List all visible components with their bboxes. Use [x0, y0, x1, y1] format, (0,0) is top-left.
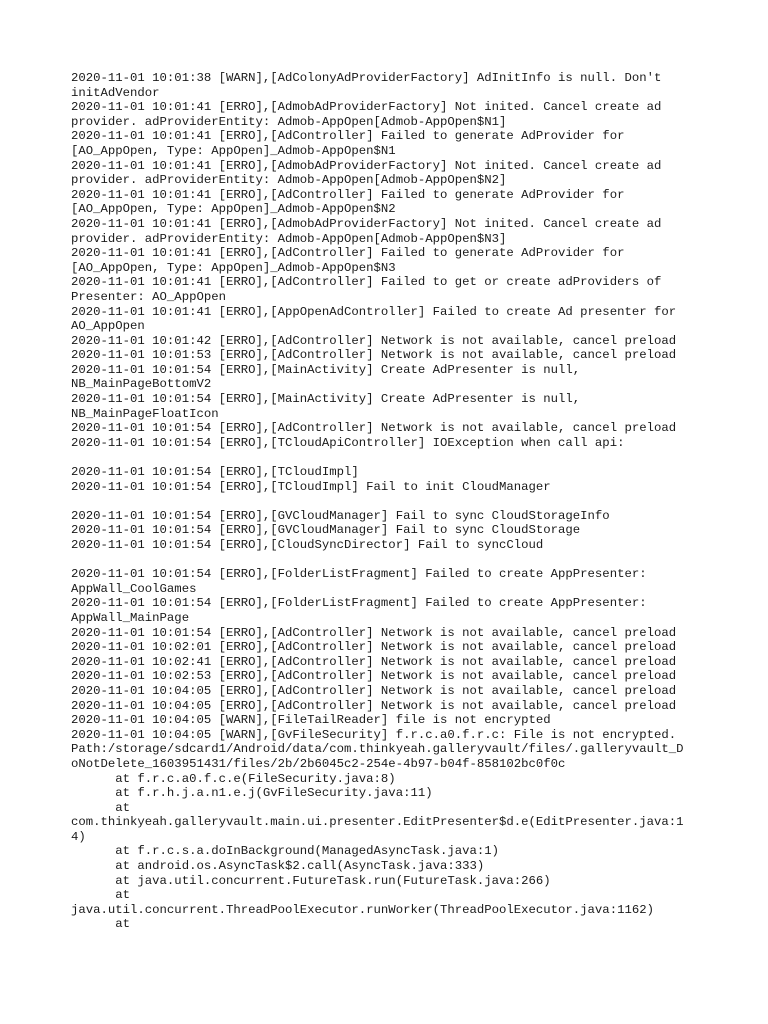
log-line: 2020-11-01 10:04:05 [WARN],[FileTailReader] file is not encrypted: [71, 713, 551, 728]
log-line: NB_MainPageFloatIcon: [71, 406, 219, 421]
log-line: provider. adProviderEntity: Admob-AppOpen[Admob-AppOpen$N1]: [71, 114, 507, 129]
log-line: 2020-11-01 10:04:05 [ERRO],[AdController] Network is not available, cancel preload: [71, 683, 677, 698]
log-line: at f.r.c.a0.f.c.e(FileSecurity.java:8): [71, 771, 396, 786]
log-line: 2020-11-01 10:01:54 [ERRO],[CloudSyncDirector] Fail to syncCloud: [71, 538, 544, 552]
log-line: [AO_AppOpen, Type: AppOpen]_Admob-AppOpen$N3: [71, 260, 396, 275]
log-line: 4): [71, 829, 86, 844]
log-line: at: [71, 888, 131, 903]
log-line: NB_MainPageBottomV2: [71, 377, 212, 392]
log-line: [AO_AppOpen, Type: AppOpen]_Admob-AppOpen$N2: [71, 202, 396, 217]
log-line: at: [71, 917, 131, 932]
log-line: 2020-11-01 10:01:41 [ERRO],[AdController] Failed to generate AdProvider for: [71, 246, 625, 261]
log-line: 2020-11-01 10:01:41 [ERRO],[AdController] Failed to generate AdProvider for: [71, 187, 625, 202]
log-line: Path:/storage/sdcard1/Android/data/com.thinkyeah.galleryvault/files/.galleryvault_D: [71, 742, 684, 757]
log-line: 2020-11-01 10:01:41 [ERRO],[AdController] Failed to generate AdProvider for: [71, 129, 625, 144]
log-line: 2020-11-01 10:01:54 [ERRO],[AdController] Network is not available, cancel preload: [71, 625, 677, 640]
log-line: 2020-11-01 10:01:54 [ERRO],[MainActivity] Create AdPresenter is null,: [71, 362, 581, 377]
log-line: 2020-11-01 10:01:54 [ERRO],[FolderListFragment] Failed to create AppPresenter:: [71, 596, 647, 611]
log-line: 2020-11-01 10:02:01 [ERRO],[AdController] Network is not available, cancel preload: [71, 640, 677, 655]
log-line: Presenter: AO_AppOpen: [71, 289, 226, 304]
log-line: 2020-11-01 10:01:54 [ERRO],[TCloudApiController] IOException when call api:: [71, 435, 625, 450]
log-line: 2020-11-01 10:01:54 [ERRO],[GVCloudManager] Fail to sync CloudStorage: [71, 523, 581, 538]
log-line: at java.util.concurrent.FutureTask.run(FutureTask.java:266): [71, 873, 551, 888]
log-line: 2020-11-01 10:01:38 [WARN],[AdColonyAdProviderFactory] AdInitInfo is null. Don't: [71, 71, 662, 85]
log-line: initAdVendor: [71, 85, 160, 100]
log-line: 2020-11-01 10:04:05 [WARN],[GvFileSecurity] f.r.c.a0.f.r.c: File is not encrypted.: [71, 727, 677, 742]
log-line: AppWall_MainPage: [71, 610, 190, 625]
blank-line: [71, 494, 711, 509]
log-line: [AO_AppOpen, Type: AppOpen]_Admob-AppOpen$N1: [71, 143, 396, 158]
log-line: 2020-11-01 10:01:41 [ERRO],[AdmobAdProviderFactory] Not inited. Cancel create ad: [71, 100, 662, 115]
log-line: provider. adProviderEntity: Admob-AppOpen[Admob-AppOpen$N3]: [71, 231, 507, 246]
log-line: 2020-11-01 10:01:54 [ERRO],[FolderListFragment] Failed to create AppPresenter:: [71, 567, 647, 582]
log-line: 2020-11-01 10:01:54 [ERRO],[AdController] Network is not available, cancel preload: [71, 421, 677, 436]
log-line: provider. adProviderEntity: Admob-AppOpen[Admob-AppOpen$N2]: [71, 173, 507, 188]
log-line: 2020-11-01 10:01:41 [ERRO],[AdmobAdProviderFactory] Not inited. Cancel create ad: [71, 216, 662, 231]
log-line: AO_AppOpen: [71, 319, 145, 334]
blank-line: [71, 450, 711, 465]
log-line: 2020-11-01 10:04:05 [ERRO],[AdController] Network is not available, cancel preload: [71, 698, 677, 713]
log-document: [71, 71, 711, 932]
log-line: 2020-11-01 10:01:42 [ERRO],[AdController] Network is not available, cancel preload: [71, 333, 677, 348]
log-line: at: [71, 800, 131, 815]
log-line: at f.r.h.j.a.n1.e.j(GvFileSecurity.java:11): [71, 786, 433, 801]
log-line: 2020-11-01 10:01:54 [ERRO],[MainActivity] Create AdPresenter is null,: [71, 392, 581, 407]
log-line: 2020-11-01 10:02:53 [ERRO],[AdController] Network is not available, cancel preload: [71, 669, 677, 684]
log-line: 2020-11-01 10:01:54 [ERRO],[TCloudImpl] Fail to init CloudManager: [71, 479, 551, 494]
log-line: java.util.concurrent.ThreadPoolExecutor.runWorker(ThreadPoolExecutor.java:1162): [71, 902, 654, 917]
log-line: at android.os.AsyncTask$2.call(AsyncTask.java:333): [71, 859, 485, 874]
log-line: 2020-11-01 10:02:41 [ERRO],[AdController] Network is not available, cancel preload: [71, 654, 677, 669]
log-line: oNotDelete_1603951431/files/2b/2b6045c2-254e-4b97-b04f-858102bc0f0c: [71, 756, 566, 771]
blank-line: [71, 553, 711, 568]
log-line: AppWall_CoolGames: [71, 581, 197, 596]
log-line: 2020-11-01 10:01:54 [ERRO],[TCloudImpl]: [71, 465, 359, 480]
log-line: 2020-11-01 10:01:41 [ERRO],[AdController] Failed to get or create adProviders of: [71, 275, 662, 290]
log-line: com.thinkyeah.galleryvault.main.ui.presenter.EditPresenter$d.e(EditPresenter.java:1: [71, 815, 684, 830]
log-line: 2020-11-01 10:01:54 [ERRO],[GVCloudManager] Fail to sync CloudStorageInfo: [71, 508, 610, 523]
log-line: 2020-11-01 10:01:41 [ERRO],[AppOpenAdController] Failed to create Ad presenter for: [71, 304, 677, 319]
log-line: 2020-11-01 10:01:41 [ERRO],[AdmobAdProviderFactory] Not inited. Cancel create ad: [71, 158, 662, 173]
log-line: at f.r.c.s.a.doInBackground(ManagedAsyncTask.java:1): [71, 844, 500, 859]
log-line: 2020-11-01 10:01:53 [ERRO],[AdController] Network is not available, cancel preload: [71, 348, 677, 363]
